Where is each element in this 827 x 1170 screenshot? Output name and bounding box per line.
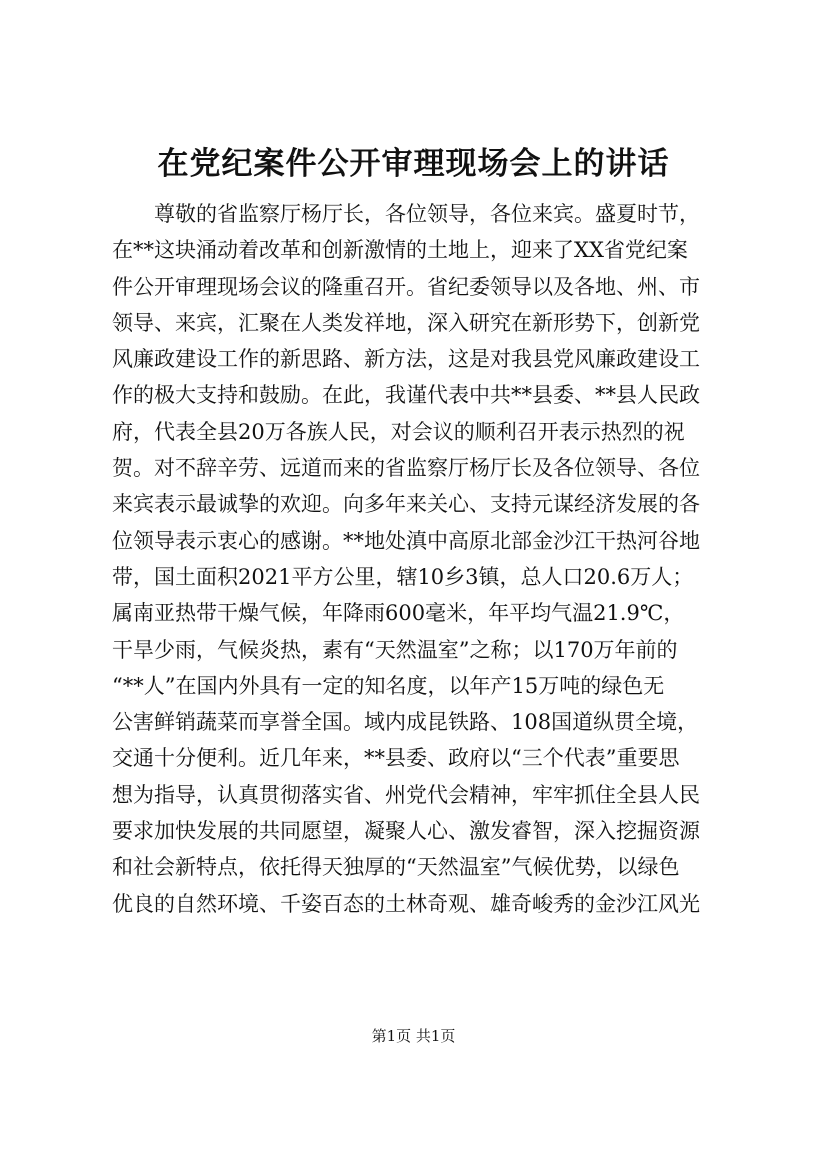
text-line: 要求加快发展的共同愿望，凝聚人心、激发睿智，深入挖掘资源 — [112, 819, 700, 844]
text-line: 在**这块涌动着改革和创新激情的土地上，迎来了XX省党纪案 — [112, 238, 688, 263]
text-line: 干旱少雨，气候炎热，素有“天然温室”之称；以170万年前的 — [112, 637, 678, 662]
text-line: 优良的自然环境、千姿百态的土林奇观、雄奇峻秀的金沙江风光 — [112, 891, 700, 916]
text-line: 属南亚热带干燥气候，年降雨600毫米，年平均气温21.9℃， — [112, 601, 685, 626]
text-line: 领导、来宾，汇聚在人类发祥地，深入研究在新形势下，创新党 — [112, 310, 700, 335]
text-line: 府，代表全县20万各族人民，对会议的顺利召开表示热烈的祝 — [112, 419, 685, 444]
text-line: 尊敬的省监察厅杨厅长，各位领导，各位来宾。盛夏时节， — [154, 202, 700, 226]
page-footer: 第1页 共1页 — [371, 1027, 456, 1045]
body-paragraph — [112, 196, 742, 922]
document-title: 在党纪案件公开审理现场会上的讲话 — [157, 146, 670, 182]
text-line: 位领导表示衷心的感谢。**地处滇中高原北部金沙江干热河谷地 — [112, 528, 700, 553]
text-line: “**人”在国内外具有一定的知名度，以年产15万吨的绿色无 — [112, 673, 665, 698]
text-line: 和社会新特点，依托得天独厚的“天然温室”气候优势，以绿色 — [112, 855, 680, 880]
text-line: 风廉政建设工作的新思路、新方法，这是对我县党风廉政建设工 — [112, 347, 700, 372]
text-line: 贺。对不辞辛劳、远道而来的省监察厅杨厅长及各位领导、各位 — [112, 456, 700, 481]
text-line: 作的极大支持和鼓励。在此，我谨代表中共**县委、**县人民政 — [112, 383, 700, 408]
text-line: 件公开审理现场会议的隆重召开。省纪委领导以及各地、州、市 — [112, 274, 700, 299]
text-line: 想为指导，认真贯彻落实省、州党代会精神，牢牢抓住全县人民 — [112, 782, 700, 807]
text-line: 公害鲜销蔬菜而享誉全国。域内成昆铁路、108国道纵贯全境， — [112, 710, 699, 735]
text-line: 来宾表示最诚挚的欢迎。向多年来关心、支持元谋经济发展的各 — [112, 492, 700, 517]
text-line: 带，国土面积2021平方公里，辖10乡3镇，总人口20.6万人； — [112, 564, 694, 589]
text-line: 交通十分便利。近几年来，**县委、政府以“三个代表”重要思 — [112, 746, 680, 771]
